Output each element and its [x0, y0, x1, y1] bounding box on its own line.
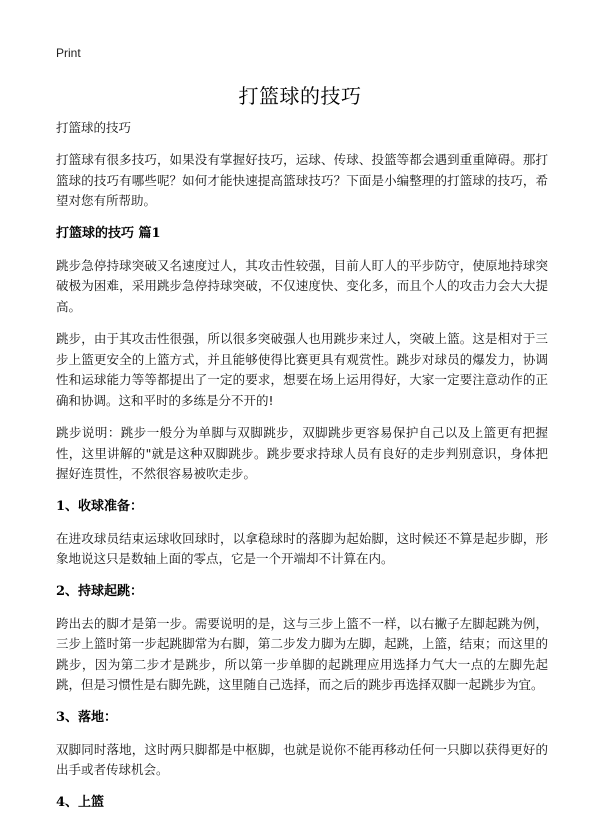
- paragraph-4: 在进攻球员结束运球收回球时，以拿稳球时的落脚为起始脚，这时候还不算是起步脚，形象地说这只是数轴上面的零点，它是一个开端却不计算在内。: [56, 530, 548, 566]
- print-label: Print: [56, 46, 81, 60]
- paragraph-1: 跳步急停持球突破又名速度过人，其攻击性较强，目前人盯人的平步防守，使原地持球突破极为困难，采用跳步急停持球突破，不仅速度快、变化多，而且个人的攻击力会大大提高。: [56, 257, 548, 314]
- paragraph-5: 跨出去的脚才是第一步。需要说明的是，这与三步上篮不一样，以右撇子左脚起跳为例，三步上篮时第一步起跳脚常为右脚，第二步发力脚为左脚，起跳，上篮，结束；而这里的跳步，因为第二步才是跳步，所以第一步单脚的起跳理应用选择力气大一点的左脚先起跳，但是习惯性是右脚先跳，这里随自己选择，而之后的跳步再选择双脚一起跳步为宜。: [56, 615, 548, 692]
- paragraph-3: 跳步说明：跳步一般分为单脚与双脚跳步，双脚跳步更容易保护自己以及上篮更有把握性，这里讲解的"就是这种双脚跳步。跳步要求持球人员有良好的走步判别意识，身体把握好连贯性，不然很容易被吹走步。: [56, 425, 548, 481]
- step-heading-2: 2、持球起跳：: [56, 583, 144, 599]
- subtitle: 打篮球的技巧: [56, 120, 132, 135]
- page-title: 打篮球的技巧: [238, 84, 362, 108]
- step-heading-1: 1、收球准备：: [56, 498, 144, 514]
- step-heading-4: 4、上篮: [56, 794, 105, 810]
- section-heading: 打篮球的技巧 篇1: [56, 225, 161, 241]
- paragraph-2: 跳步，由于其攻击性很强，所以很多突破强人也用跳步来过人，突破上篮。这是相对于三步上篮更安全的上篮方式，并且能够使得比赛更具有观赏性。跳步对球员的爆发力，协调性和运球能力等等都提出了一定的要求，想要在场上运用得好，大家一定要注意动作的正确和协调。这和平时的多练是分不开的!: [56, 331, 548, 408]
- paragraph-6: 双脚同时落地，这时两只脚都是中枢脚，也就是说你不能再移动任何一只脚以获得更好的出手或者传球机会。: [56, 741, 548, 777]
- intro-paragraph: 打篮球有很多技巧，如果没有掌握好技巧，运球、传球、投篮等都会遇到重重障碍。那打篮球的技巧有哪些呢？如何才能快速提高篮球技巧？下面是小编整理的打篮球的技巧，希望对您有所帮助。: [56, 152, 548, 208]
- article-body: [56, 118, 548, 825]
- step-heading-3: 3、落地：: [56, 709, 118, 725]
